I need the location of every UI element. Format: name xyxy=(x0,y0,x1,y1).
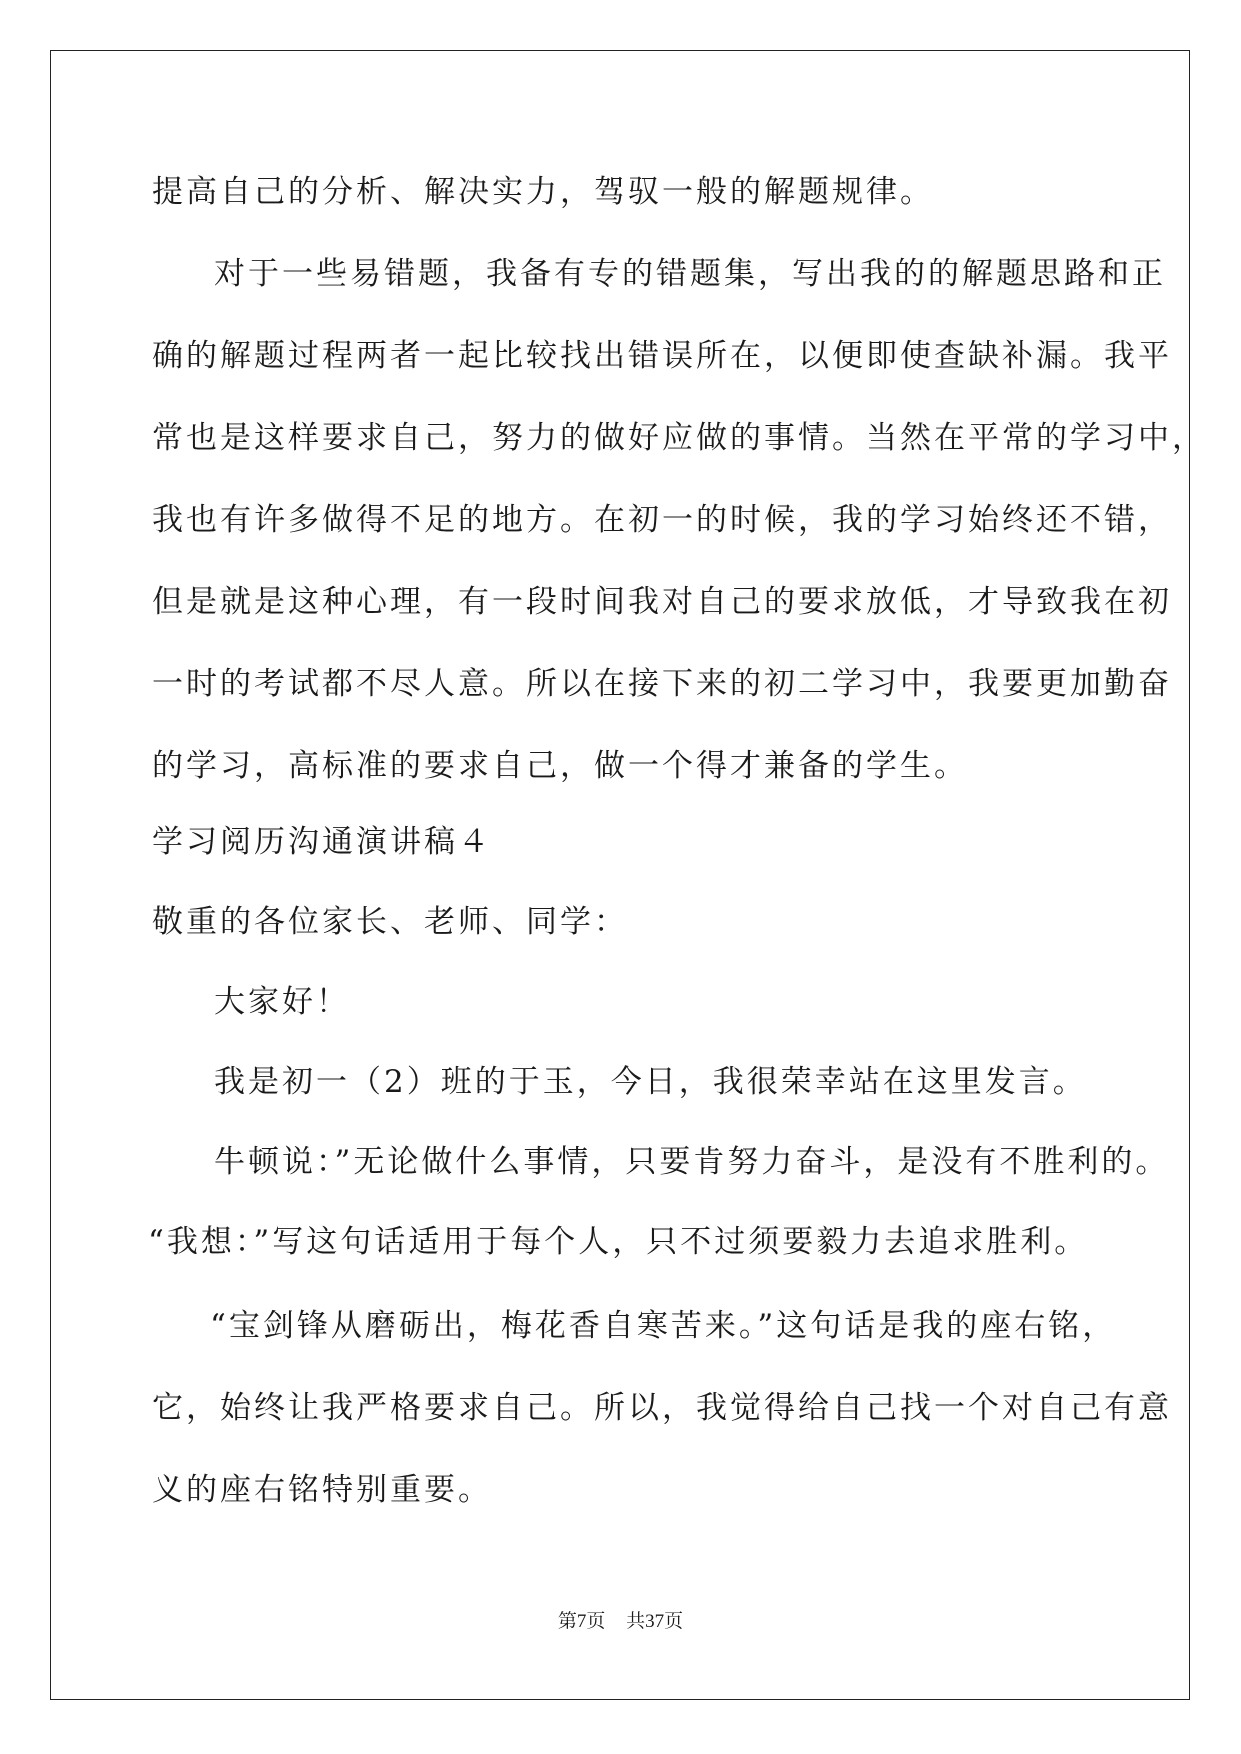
page-footer xyxy=(0,1610,1241,1634)
paragraph-line: 但是就是这种心理，有一段时间我对自己的要求放低，才导致我在初 xyxy=(152,584,1172,620)
paragraph-line: 确的解题过程两者一起比较找出错误所在，以便即使查缺补漏。我平 xyxy=(152,338,1172,374)
paragraph-line: 的学习，高标准的要求自己，做一个得才兼备的学生。 xyxy=(152,748,968,784)
paragraph-line: 我是初一（2）班的于玉，今日，我很荣幸站在这里发言。 xyxy=(214,1064,1087,1100)
page-border xyxy=(50,50,1190,1700)
paragraph-line: 它，始终让我严格要求自己。所以，我觉得给自己找一个对自己有意 xyxy=(152,1390,1172,1426)
paragraph-line: 义的座右铭特别重要。 xyxy=(152,1472,492,1508)
paragraph-line: 我也有许多做得不足的地方。在初一的时候，我的学习始终还不错， xyxy=(152,502,1172,538)
greeting: 大家好！ xyxy=(214,984,350,1020)
paragraph-line: “宝剑锋从磨砺出，梅花香自寒苦来。”这句话是我的座右铭， xyxy=(210,1308,1117,1344)
salutation: 敬重的各位家长、老师、同学： xyxy=(152,904,628,940)
section-heading: 学习阅历沟通演讲稿４ xyxy=(152,824,492,860)
page-number: 第7页 xyxy=(557,1611,606,1632)
paragraph-line: “我想：”写这句话适用于每个人，只不过须要毅力去追求胜利。 xyxy=(148,1224,1089,1260)
paragraph-line: 一时的考试都不尽人意。所以在接下来的初二学习中，我要更加勤奋 xyxy=(152,666,1172,702)
paragraph-line: 牛顿说：”无论做什么事情，只要肯努力奋斗，是没有不胜利的。 xyxy=(214,1144,1170,1180)
paragraph-line: 提高自己的分析、解决实力，驾驭一般的解题规律。 xyxy=(152,174,934,210)
page-total: 共37页 xyxy=(626,1611,684,1632)
paragraph-line: 常也是这样要求自己，努力的做好应做的事情。当然在平常的学习中， xyxy=(152,420,1206,456)
paragraph-line: 对于一些易错题，我备有专的错题集，写出我的的解题思路和正 xyxy=(214,256,1166,292)
